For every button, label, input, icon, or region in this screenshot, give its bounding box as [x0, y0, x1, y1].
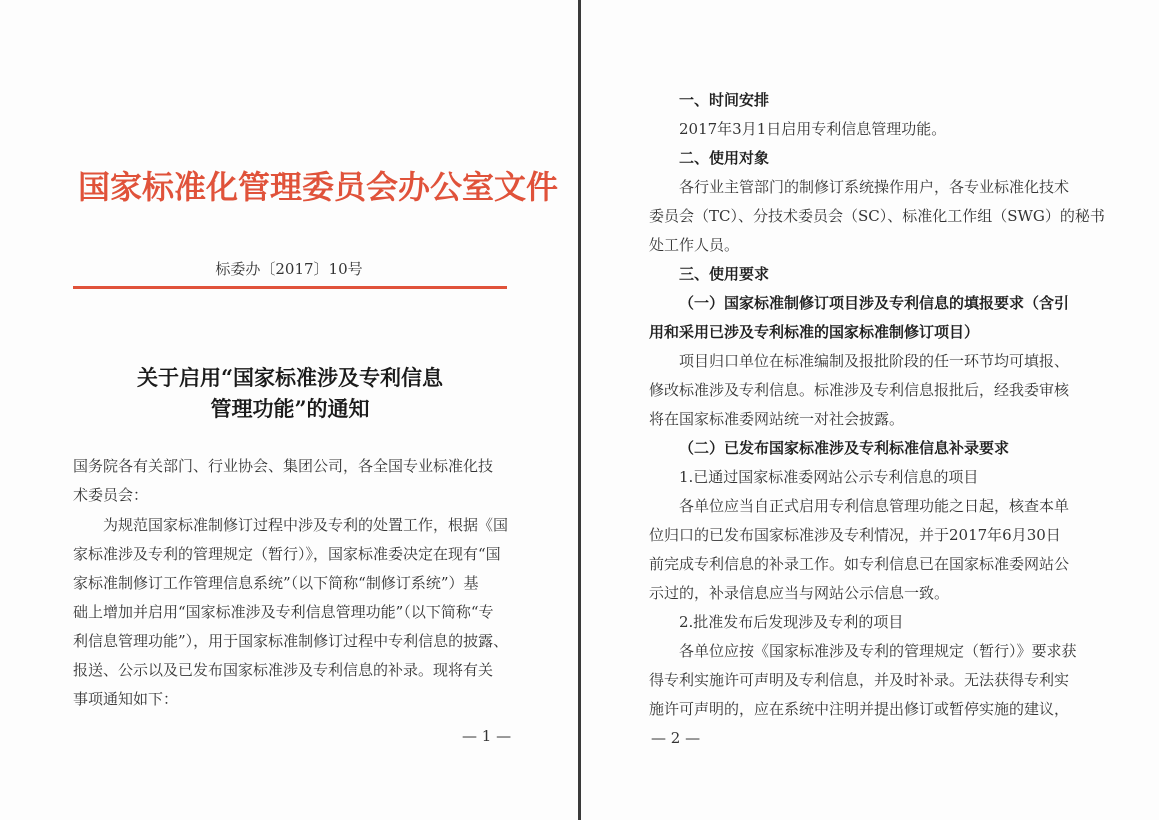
right-page-content [649, 86, 1105, 724]
section-3a-heading-line-1: （一）国家标准制修订项目涉及专利信息的填报要求（含引 [679, 294, 1070, 312]
document-header-title: 国家标准化管理委员会办公室文件 [78, 168, 559, 206]
section-3a-heading-line-2: 用和采用已涉及专利标准的国家标准制修订项目） [649, 323, 980, 341]
notice-title [73, 362, 507, 424]
right-page [581, 0, 1159, 820]
recipients [73, 452, 513, 510]
section-3a-line: 项目归口单位在标准编制及报批阶段的任一环节均可填报、 [679, 352, 1070, 370]
notice-body [73, 511, 513, 714]
page-number: — 1 — [462, 727, 512, 745]
section-3a-line: 将在国家标准委网站统一对社会披露。 [649, 410, 905, 428]
section-3b2-line: 施许可声明的，应在系统中注明并提出修订或暂停实施的建议， [649, 700, 1070, 718]
body-line: 事项通知如下： [73, 690, 179, 708]
section-1-heading: 一、时间安排 [679, 91, 770, 109]
left-page [0, 0, 578, 820]
section-3b1-line: 各单位应当自正式启用专利信息管理功能之日起，核查本单 [679, 497, 1070, 515]
section-3b2-line: 各单位应按《国家标准涉及专利的管理规定（暂行）》要求获 [679, 642, 1077, 660]
section-3b1-line: 前完成专利信息的补录工作。如专利信息已在国家标准委网站公 [649, 555, 1070, 573]
body-line: 家标准制修订工作管理信息系统”（以下简称“制修订系统”）基 [73, 574, 479, 592]
section-3a-line: 修改标准涉及专利信息。标准涉及专利信息报批后，经我委审核 [649, 381, 1070, 399]
recipients-line-1: 国务院各有关部门、行业协会、集团公司，各全国专业标准化技 [73, 457, 494, 475]
body-line: 为规范国家标准制修订过程中涉及专利的处置工作，根据《国 [103, 516, 509, 534]
section-2-line: 委员会（TC）、分技术委员会（SC）、标准化工作组（SWG）的秘书 [649, 207, 1105, 225]
section-2-heading: 二、使用对象 [679, 149, 770, 167]
body-line: 利信息管理功能”），用于国家标准制修订过程中专利信息的披露、 [73, 632, 509, 650]
body-line: 础上增加并启用“国家标准涉及专利信息管理功能”（以下简称“专 [73, 603, 494, 621]
body-line: 家标准涉及专利的管理规定（暂行）》，国家标准委决定在现有“国 [73, 545, 501, 563]
recipients-line-2: 术委员会： [73, 486, 149, 504]
notice-title-line-2: 管理功能”的通知 [210, 396, 370, 421]
body-line: 报送、公示以及已发布国家标准涉及专利信息的补录。现将有关 [73, 661, 494, 679]
section-2-line: 处工作人员。 [649, 236, 740, 254]
section-3b-heading: （二）已发布国家标准涉及专利标准信息补录要求 [679, 439, 1010, 457]
section-3b1-line: 位归口的已发布国家标准涉及专利情况，并于2017年6月30日 [649, 526, 1061, 544]
notice-title-line-1: 关于启用“国家标准涉及专利信息 [136, 365, 444, 390]
section-3-heading: 三、使用要求 [679, 265, 770, 283]
document-number: 标委办〔2017〕10号 [215, 260, 363, 278]
section-2-line: 各行业主管部门的制修订系统操作用户，各专业标准化技术 [679, 178, 1070, 196]
section-1-text: 2017年3月1日启用专利信息管理功能。 [679, 120, 947, 138]
section-3b1-line: 示过的，补录信息应当与网站公示信息一致。 [649, 584, 950, 602]
section-3b1-heading: 1.已通过国家标准委网站公示专利信息的项目 [679, 468, 979, 486]
page-number: — 2 — [651, 729, 701, 747]
section-3b2-line: 得专利实施许可声明及专利信息，并及时补录。无法获得专利实 [649, 671, 1070, 689]
section-3b2-heading: 2.批准发布后发现涉及专利的项目 [679, 613, 904, 631]
header-red-rule [73, 286, 507, 289]
